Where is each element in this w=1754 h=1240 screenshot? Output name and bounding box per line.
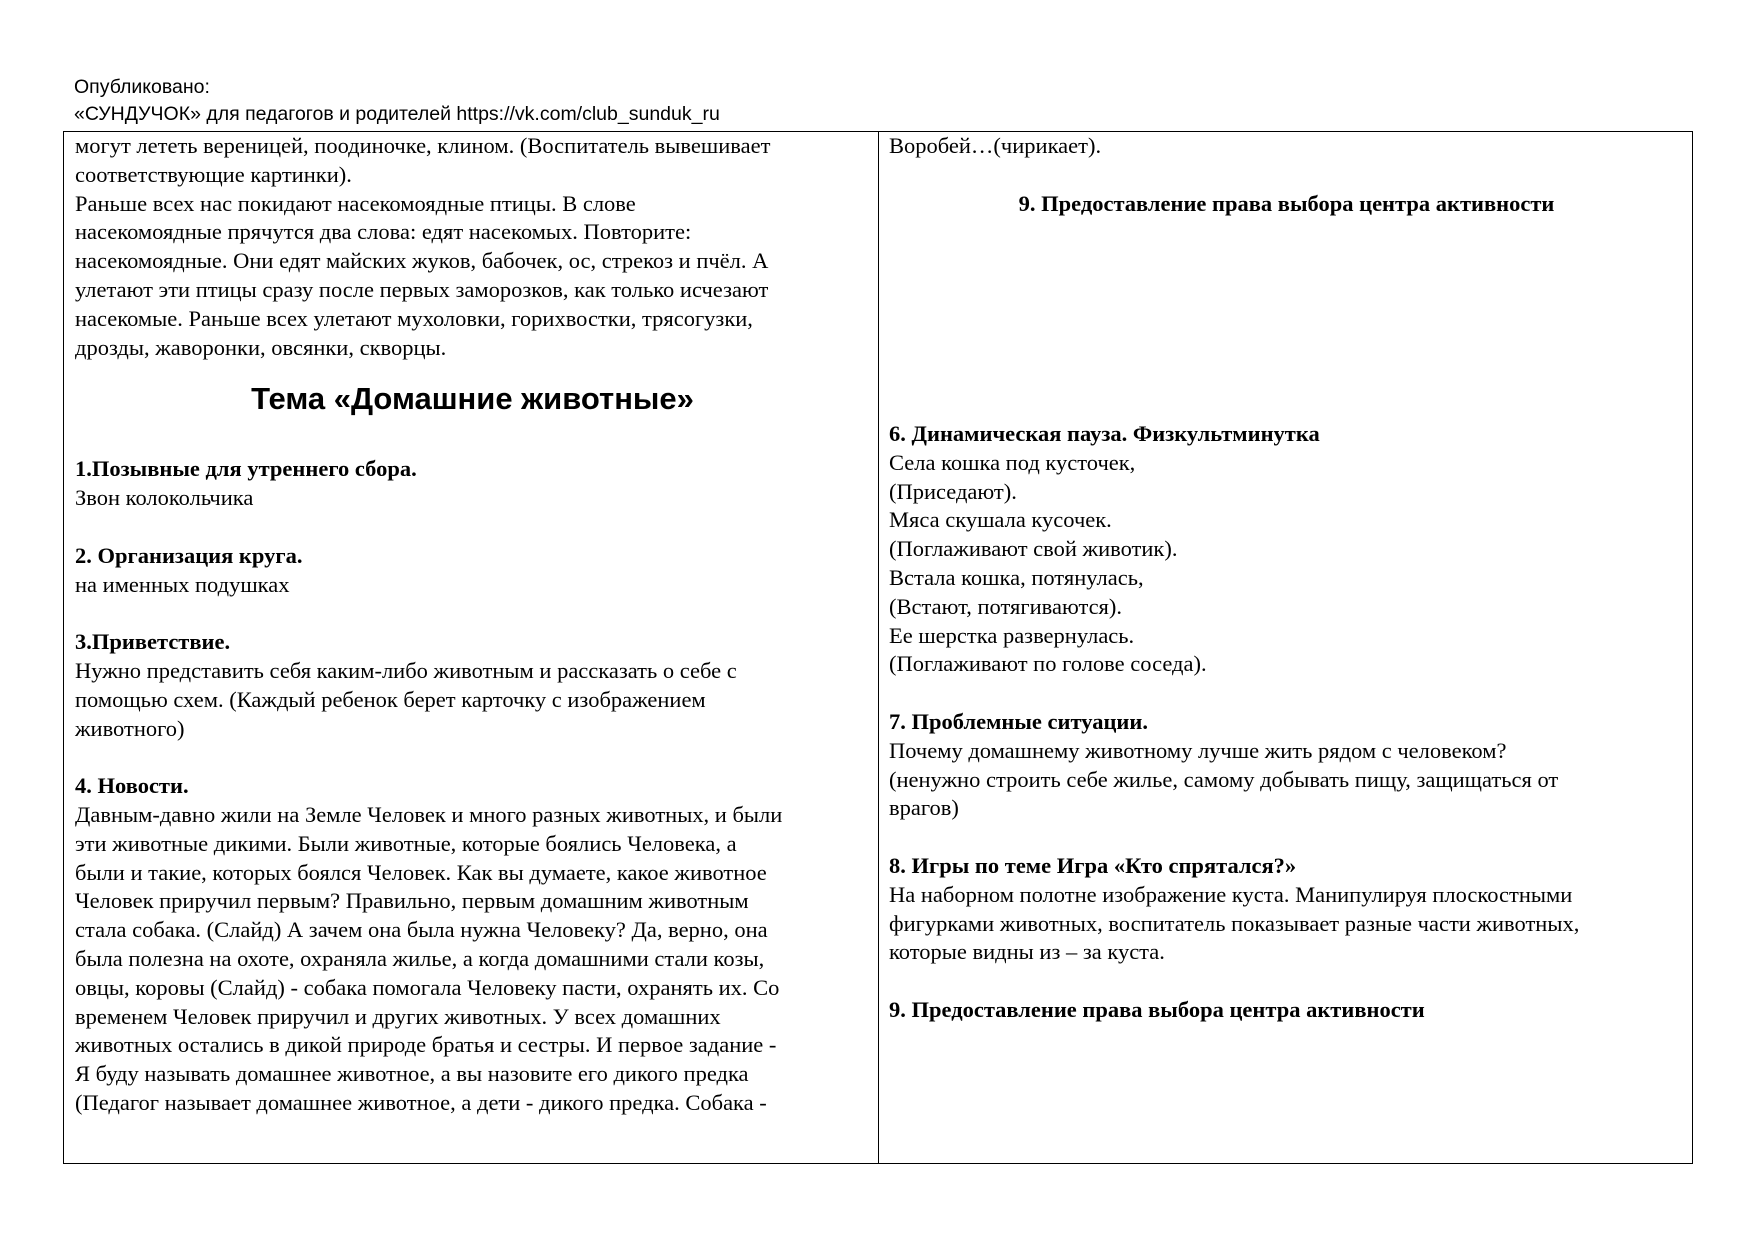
section-6-line: (Поглаживают по голове соседа). <box>889 651 1207 677</box>
theme-title: Тема «Домашние животные» <box>251 381 694 417</box>
section-4-line: Человек приручил первым? Правильно, первым домашним животным <box>75 888 749 914</box>
section-6-line: Встала кошка, потянулась, <box>889 564 1144 590</box>
section-7-line: Почему домашнему животному лучше жить рядом с человеком? <box>889 737 1507 763</box>
section-8-line: фигурками животных, воспитатель показывает разные части животных, <box>889 910 1580 936</box>
section-4-line: стала собака. (Слайд) А зачем она была нужна Человеку? Да, верно, она <box>75 917 768 943</box>
section-4-line: Давным-давно жили на Земле Человек и много разных животных, и были <box>75 801 783 827</box>
section-3-line: Нужно представить себя каким-либо животным и рассказать о себе с <box>75 657 737 683</box>
section-4-line: временем Человек приручил и других животных. У всех домашних <box>75 1003 721 1029</box>
page-header <box>74 74 720 128</box>
section-7-title: 7. Проблемные ситуации. <box>889 708 1148 734</box>
section-6-line: Мяса скушала кусочек. <box>889 507 1112 533</box>
section-9-title-top: 9. Предоставление права выбора центра активности <box>1018 190 1555 216</box>
section-4-title: 4. Новости. <box>75 773 189 799</box>
section-3-title: 3.Приветствие. <box>75 629 231 655</box>
intro-line: насекомоядные. Они едят майских жуков, бабочек, ос, стрекоз и пчёл. А <box>75 248 769 274</box>
section-8-title: 8. Игры по теме Игра «Кто спрятался?» <box>889 852 1297 878</box>
section-4-line: животных остались в дикой природе братья и сестры. И первое задание - <box>75 1032 777 1058</box>
intro-line: улетают эти птицы сразу после первых заморозков, как только исчезают <box>75 276 769 302</box>
section-3-line: животного) <box>75 715 185 741</box>
section-4-line: овцы, коровы (Слайд) - собака помогала Человеку пасти, охранять их. Со <box>75 974 780 1000</box>
section-6-line: Села кошка под кусточек, <box>889 449 1136 475</box>
published-label: Опубликовано: <box>74 76 210 98</box>
section-1-text: Звон колокольчика <box>75 485 254 511</box>
intro-line: дрозды, жаворонки, овсянки, скворцы. <box>75 334 447 360</box>
section-2-title: 2. Организация круга. <box>75 542 303 568</box>
section-2-text: на именных подушках <box>75 571 290 597</box>
section-4-line: эти животные дикими. Были животные, которые боялись Человека, а <box>75 830 737 856</box>
top-line: Воробей…(чирикает). <box>889 133 1102 158</box>
lesson-table <box>63 131 1693 1164</box>
intro-line: соответствующие картинки). <box>75 161 352 187</box>
source-line: «СУНДУЧОК» для педагогов и родителей https://vk.com/club_sunduk_ru <box>74 103 720 125</box>
section-8-line: На наборном полотне изображение куста. Манипулируя плоскостными <box>889 881 1573 907</box>
section-4-line: были и такие, которых боялся Человек. Как вы думаете, какое животное <box>75 859 767 885</box>
section-6-line: (Приседают). <box>889 478 1017 504</box>
section-8-line: которые видны из – за куста. <box>889 939 1165 965</box>
section-7-line: врагов) <box>889 795 959 821</box>
section-3-line: помощью схем. (Каждый ребенок берет карточку с изображением <box>75 686 706 712</box>
section-4-line: (Педагог называет домашнее животное, а дети - дикого предка. Собака - <box>75 1089 767 1115</box>
intro-line: Раньше всех нас покидают насекомоядные птицы. В слове <box>75 190 636 216</box>
left-column <box>75 132 870 1118</box>
section-6-line: (Встают, потягиваются). <box>889 593 1123 619</box>
section-9-title: 9. Предоставление права выбора центра активности <box>889 996 1425 1022</box>
section-7-line: (ненужно строить себе жилье, самому добывать пищу, защищаться от <box>889 766 1559 792</box>
section-6-line: Ее шерстка развернулась. <box>889 622 1135 648</box>
section-6-line: (Поглаживают свой животик). <box>889 536 1178 562</box>
section-1-title: 1.Позывные для утреннего сбора. <box>75 456 417 482</box>
intro-line: могут лететь вереницей, поодиночке, клином. (Воспитатель вывешивает <box>75 133 771 158</box>
intro-line: насекомые. Раньше всех улетают мухоловки, горихвостки, трясогузки, <box>75 305 753 331</box>
column-divider <box>878 132 879 1163</box>
section-4-line: была полезна на охоте, охраняла жилье, а когда домашними стали козы, <box>75 945 765 971</box>
intro-line: насекомоядные прячутся два слова: едят насекомых. Повторите: <box>75 219 692 245</box>
section-4-line: Я буду называть домашнее животное, а вы назовите его дикого предка <box>75 1061 749 1087</box>
section-6-title: 6. Динамическая пауза. Физкультминутка <box>889 420 1320 446</box>
right-column <box>889 132 1684 1025</box>
